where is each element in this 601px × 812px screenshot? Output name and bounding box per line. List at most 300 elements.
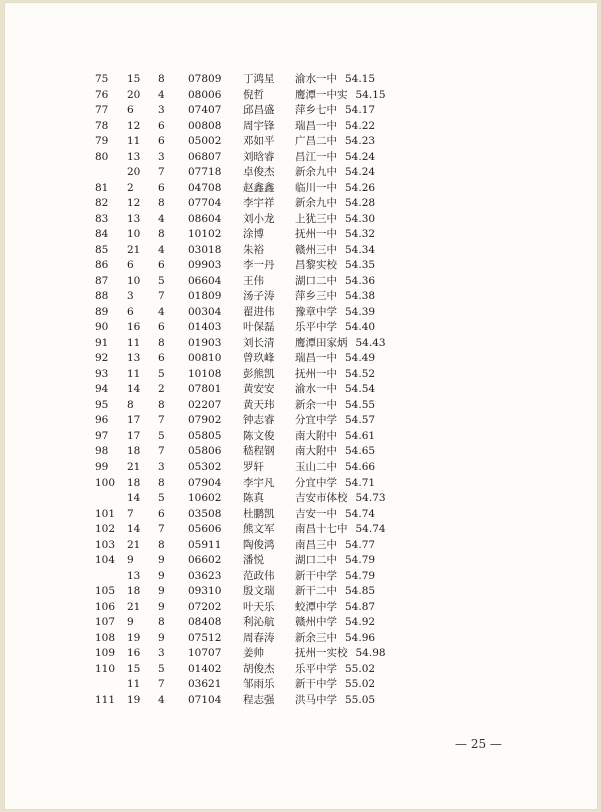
school-cell bbox=[295, 583, 375, 599]
group-cell: 14 bbox=[127, 523, 141, 536]
score-cell: 54.54 bbox=[345, 383, 376, 396]
school-cell bbox=[295, 661, 375, 677]
table-row bbox=[5, 226, 597, 242]
seat-cell: 8 bbox=[158, 336, 165, 349]
score-cell: 54.28 bbox=[345, 197, 376, 210]
student-name-cell: 涂博 bbox=[243, 228, 264, 241]
group-cell: 21 bbox=[127, 538, 141, 551]
exam-id-cell: 10108 bbox=[188, 367, 222, 380]
student-name-cell: 叶天乐 bbox=[243, 600, 275, 613]
student-name-cell: 丁鸿星 bbox=[243, 73, 275, 85]
exam-id-cell: 00304 bbox=[188, 305, 222, 318]
school-cell bbox=[295, 521, 386, 537]
school-name: 新余一中 bbox=[295, 398, 337, 411]
exam-id-cell: 08408 bbox=[188, 616, 222, 629]
score-cell: 54.26 bbox=[345, 181, 376, 194]
group-cell: 3 bbox=[127, 290, 134, 303]
rank-cell: 95 bbox=[95, 398, 109, 411]
rank-cell: 81 bbox=[95, 181, 109, 194]
group-cell: 11 bbox=[127, 367, 141, 380]
seat-cell: 5 bbox=[158, 429, 165, 442]
student-name-cell: 利沁航 bbox=[243, 616, 275, 629]
score-cell: 54.15 bbox=[345, 73, 376, 85]
school-name: 玉山二中 bbox=[295, 461, 337, 473]
exam-id-cell: 07704 bbox=[188, 197, 222, 210]
exam-id-cell: 07801 bbox=[188, 383, 222, 396]
table-row bbox=[5, 273, 597, 289]
score-cell: 54.32 bbox=[345, 228, 376, 241]
exam-id-cell: 07809 bbox=[188, 73, 222, 85]
score-cell: 54.57 bbox=[345, 414, 376, 427]
school-name: 洪马中学 bbox=[295, 693, 337, 706]
school-name: 瑞昌一中 bbox=[295, 119, 337, 132]
score-cell: 54.73 bbox=[355, 492, 386, 505]
rank-cell: 105 bbox=[95, 585, 116, 598]
school-name: 新余三中 bbox=[295, 631, 337, 644]
school-name: 萍乡七中 bbox=[295, 104, 337, 117]
score-cell: 54.24 bbox=[345, 150, 376, 163]
school-name: 赣州三中 bbox=[295, 243, 337, 256]
student-name-cell: 熊文军 bbox=[243, 523, 275, 536]
table-row bbox=[5, 645, 597, 661]
student-name-cell: 陈文俊 bbox=[243, 429, 275, 442]
rank-cell: 97 bbox=[95, 429, 109, 442]
rank-cell: 89 bbox=[95, 305, 109, 318]
group-cell: 10 bbox=[127, 274, 141, 287]
group-cell: 15 bbox=[127, 73, 141, 85]
rank-cell: 111 bbox=[95, 693, 116, 706]
seat-cell: 4 bbox=[158, 88, 165, 101]
exam-id-cell: 09903 bbox=[188, 259, 222, 272]
school-cell bbox=[295, 102, 375, 118]
table-row bbox=[5, 335, 597, 351]
seat-cell: 6 bbox=[158, 507, 165, 520]
table-row bbox=[5, 195, 597, 211]
student-name-cell: 王伟 bbox=[243, 274, 264, 287]
rank-cell: 107 bbox=[95, 616, 116, 629]
school-cell bbox=[295, 475, 375, 491]
seat-cell: 5 bbox=[158, 274, 165, 287]
seat-cell: 7 bbox=[158, 166, 165, 179]
student-name-cell: 邹雨乐 bbox=[243, 678, 275, 691]
exam-id-cell: 05002 bbox=[188, 135, 222, 148]
student-name-cell: 殷文瑞 bbox=[243, 585, 275, 598]
school-name: 南大附中 bbox=[295, 429, 337, 442]
school-cell bbox=[295, 459, 375, 475]
score-cell: 54.17 bbox=[345, 104, 376, 117]
school-cell bbox=[295, 381, 375, 397]
school-name: 抚州一实校 bbox=[295, 647, 348, 660]
table-row bbox=[5, 350, 597, 366]
school-name: 昌黎实校 bbox=[295, 259, 337, 272]
school-cell bbox=[295, 242, 375, 258]
seat-cell: 3 bbox=[158, 104, 165, 117]
table-row bbox=[5, 521, 597, 537]
document-page bbox=[5, 3, 597, 809]
score-cell: 55.05 bbox=[345, 693, 376, 706]
table-row bbox=[5, 443, 597, 459]
school-cell bbox=[295, 335, 386, 351]
seat-cell: 8 bbox=[158, 197, 165, 210]
school-cell bbox=[295, 599, 375, 615]
group-cell: 12 bbox=[127, 197, 141, 210]
seat-cell: 6 bbox=[158, 135, 165, 148]
student-name-cell: 陶俊鸿 bbox=[243, 538, 275, 551]
rank-cell: 80 bbox=[95, 150, 109, 163]
school-cell bbox=[295, 71, 375, 87]
group-cell: 18 bbox=[127, 476, 141, 489]
exam-id-cell: 03018 bbox=[188, 243, 222, 256]
table-row bbox=[5, 692, 597, 708]
group-cell: 2 bbox=[127, 181, 134, 194]
seat-cell: 7 bbox=[158, 414, 165, 427]
exam-id-cell: 08006 bbox=[188, 88, 222, 101]
group-cell: 18 bbox=[127, 585, 141, 598]
exam-id-cell: 03508 bbox=[188, 507, 222, 520]
student-name-cell: 姜帅 bbox=[243, 647, 264, 660]
school-cell bbox=[295, 149, 375, 165]
score-cell: 54.22 bbox=[345, 119, 376, 132]
group-cell: 18 bbox=[127, 445, 141, 458]
group-cell: 8 bbox=[127, 398, 134, 411]
group-cell: 11 bbox=[127, 336, 141, 349]
seat-cell: 3 bbox=[158, 461, 165, 473]
exam-id-cell: 01903 bbox=[188, 336, 222, 349]
seat-cell: 8 bbox=[158, 538, 165, 551]
table-row bbox=[5, 614, 597, 630]
score-cell: 54.79 bbox=[345, 569, 376, 582]
exam-id-cell: 00808 bbox=[188, 119, 222, 132]
school-name: 广昌二中 bbox=[295, 135, 337, 148]
rank-cell: 106 bbox=[95, 600, 116, 613]
group-cell: 13 bbox=[127, 569, 141, 582]
group-cell: 11 bbox=[127, 135, 141, 148]
school-cell bbox=[295, 614, 375, 630]
student-name-cell: 刘小龙 bbox=[243, 212, 275, 225]
group-cell: 19 bbox=[127, 693, 141, 706]
table-row bbox=[5, 459, 597, 475]
student-name-cell: 赵鑫鑫 bbox=[243, 181, 275, 194]
seat-cell: 7 bbox=[158, 445, 165, 458]
table-row bbox=[5, 366, 597, 382]
school-name: 分宜中学 bbox=[295, 414, 337, 427]
exam-id-cell: 05606 bbox=[188, 523, 222, 536]
score-cell: 54.77 bbox=[345, 538, 376, 551]
score-cell: 54.43 bbox=[355, 336, 386, 349]
table-row bbox=[5, 319, 597, 335]
table-row bbox=[5, 412, 597, 428]
school-name: 萍乡三中 bbox=[295, 290, 337, 303]
score-cell: 54.38 bbox=[345, 290, 376, 303]
group-cell: 11 bbox=[127, 678, 141, 691]
student-name-cell: 钟志睿 bbox=[243, 414, 275, 427]
group-cell: 21 bbox=[127, 461, 141, 473]
table-row bbox=[5, 568, 597, 584]
exam-id-cell: 03623 bbox=[188, 569, 222, 582]
student-name-cell: 嵇程钢 bbox=[243, 445, 275, 458]
table-row bbox=[5, 599, 597, 615]
rank-cell: 108 bbox=[95, 631, 116, 644]
rank-cell: 90 bbox=[95, 321, 109, 334]
student-name-cell: 李一丹 bbox=[243, 259, 275, 272]
exam-id-cell: 07512 bbox=[188, 631, 222, 644]
seat-cell: 9 bbox=[158, 631, 165, 644]
school-name: 湖口二中 bbox=[295, 554, 337, 567]
school-cell bbox=[295, 412, 375, 428]
school-cell bbox=[295, 273, 375, 289]
group-cell: 20 bbox=[127, 166, 141, 179]
rank-cell: 87 bbox=[95, 274, 109, 287]
exam-id-cell: 10602 bbox=[188, 492, 222, 505]
seat-cell: 9 bbox=[158, 569, 165, 582]
group-cell: 10 bbox=[127, 228, 141, 241]
school-name: 鹰潭田家炳 bbox=[295, 336, 348, 349]
seat-cell: 5 bbox=[158, 367, 165, 380]
school-name: 新干中学 bbox=[295, 569, 337, 582]
exam-id-cell: 03621 bbox=[188, 678, 222, 691]
rank-cell: 98 bbox=[95, 445, 109, 458]
group-cell: 7 bbox=[127, 507, 134, 520]
rank-cell: 85 bbox=[95, 243, 109, 256]
exam-id-cell: 10707 bbox=[188, 647, 222, 660]
school-cell bbox=[295, 443, 375, 459]
exam-id-cell: 08604 bbox=[188, 212, 222, 225]
score-cell: 54.85 bbox=[345, 585, 376, 598]
table-row bbox=[5, 164, 597, 180]
rank-cell: 88 bbox=[95, 290, 109, 303]
seat-cell: 4 bbox=[158, 693, 165, 706]
school-cell bbox=[295, 676, 375, 692]
table-row bbox=[5, 397, 597, 413]
student-name-cell: 朱裕 bbox=[243, 243, 264, 256]
student-name-cell: 汤子涛 bbox=[243, 290, 275, 303]
group-cell: 17 bbox=[127, 429, 141, 442]
group-cell: 21 bbox=[127, 243, 141, 256]
score-cell: 54.74 bbox=[345, 507, 376, 520]
exam-id-cell: 05805 bbox=[188, 429, 222, 442]
school-name: 赣州中学 bbox=[295, 616, 337, 629]
seat-cell: 8 bbox=[158, 228, 165, 241]
student-name-cell: 叶保磊 bbox=[243, 321, 275, 334]
score-cell: 54.71 bbox=[345, 476, 376, 489]
student-name-cell: 黄安安 bbox=[243, 383, 275, 396]
exam-id-cell: 02207 bbox=[188, 398, 222, 411]
school-name: 南大附中 bbox=[295, 445, 337, 458]
rank-cell: 93 bbox=[95, 367, 109, 380]
group-cell: 20 bbox=[127, 88, 141, 101]
rank-cell: 82 bbox=[95, 197, 109, 210]
school-cell bbox=[295, 552, 375, 568]
table-row bbox=[5, 304, 597, 320]
seat-cell: 6 bbox=[158, 321, 165, 334]
seat-cell: 6 bbox=[158, 259, 165, 272]
rank-cell: 102 bbox=[95, 523, 116, 536]
score-cell: 54.49 bbox=[345, 352, 376, 365]
seat-cell: 4 bbox=[158, 243, 165, 256]
exam-id-cell: 06807 bbox=[188, 150, 222, 163]
student-name-cell: 罗轩 bbox=[243, 461, 264, 473]
school-name: 上犹三中 bbox=[295, 212, 337, 225]
seat-cell: 9 bbox=[158, 600, 165, 613]
school-cell bbox=[295, 428, 375, 444]
score-cell: 54.34 bbox=[345, 243, 376, 256]
student-name-cell: 潘悦 bbox=[243, 554, 264, 567]
school-cell bbox=[295, 304, 375, 320]
score-cell: 54.24 bbox=[345, 166, 376, 179]
student-name-cell: 程志强 bbox=[243, 693, 275, 706]
school-name: 渝水一中 bbox=[295, 383, 337, 396]
table-row bbox=[5, 257, 597, 273]
exam-id-cell: 05806 bbox=[188, 445, 222, 458]
exam-id-cell: 00810 bbox=[188, 352, 222, 365]
group-cell: 6 bbox=[127, 259, 134, 272]
score-cell: 54.30 bbox=[345, 212, 376, 225]
table-row bbox=[5, 381, 597, 397]
table-row bbox=[5, 552, 597, 568]
group-cell: 13 bbox=[127, 212, 141, 225]
score-cell: 54.15 bbox=[355, 88, 386, 101]
student-name-cell: 曾玖峰 bbox=[243, 352, 275, 365]
school-name: 新干中学 bbox=[295, 678, 337, 691]
group-cell: 15 bbox=[127, 662, 141, 675]
seat-cell: 5 bbox=[158, 662, 165, 675]
score-cell: 55.02 bbox=[345, 662, 376, 675]
exam-id-cell: 07202 bbox=[188, 600, 222, 613]
exam-id-cell: 06602 bbox=[188, 554, 222, 567]
score-cell: 54.61 bbox=[345, 429, 376, 442]
student-name-cell: 刘晗睿 bbox=[243, 150, 275, 163]
school-cell bbox=[295, 211, 375, 227]
rank-cell: 99 bbox=[95, 461, 109, 473]
exam-id-cell: 01402 bbox=[188, 662, 222, 675]
seat-cell: 2 bbox=[158, 383, 165, 396]
table-row bbox=[5, 180, 597, 196]
school-cell bbox=[295, 568, 375, 584]
school-cell bbox=[295, 350, 375, 366]
school-cell bbox=[295, 180, 375, 196]
student-name-cell: 周宇锋 bbox=[243, 119, 275, 132]
score-cell: 54.92 bbox=[345, 616, 376, 629]
seat-cell: 4 bbox=[158, 212, 165, 225]
rank-cell: 77 bbox=[95, 104, 109, 117]
student-name-cell: 胡俊杰 bbox=[243, 662, 275, 675]
table-row bbox=[5, 661, 597, 677]
school-name: 新余九中 bbox=[295, 166, 337, 179]
exam-id-cell: 04708 bbox=[188, 181, 222, 194]
exam-id-cell: 10102 bbox=[188, 228, 222, 241]
school-name: 豫章中学 bbox=[295, 305, 337, 318]
rank-cell: 109 bbox=[95, 647, 116, 660]
student-name-cell: 李宇祥 bbox=[243, 197, 275, 210]
seat-cell: 8 bbox=[158, 616, 165, 629]
rank-cell: 86 bbox=[95, 259, 109, 272]
student-name-cell: 邓如平 bbox=[243, 135, 275, 148]
score-cell: 54.65 bbox=[345, 445, 376, 458]
school-name: 鹰潭一中实 bbox=[295, 88, 348, 101]
table-row bbox=[5, 490, 597, 506]
school-cell bbox=[295, 226, 375, 242]
rank-cell: 78 bbox=[95, 119, 109, 132]
score-cell: 54.23 bbox=[345, 135, 376, 148]
exam-id-cell: 01403 bbox=[188, 321, 222, 334]
school-cell bbox=[295, 87, 386, 103]
rank-cell: 76 bbox=[95, 88, 109, 101]
group-cell: 13 bbox=[127, 150, 141, 163]
student-name-cell: 倪哲 bbox=[243, 88, 264, 101]
group-cell: 12 bbox=[127, 119, 141, 132]
school-cell bbox=[295, 630, 375, 646]
exam-id-cell: 06604 bbox=[188, 274, 222, 287]
seat-cell: 3 bbox=[158, 647, 165, 660]
school-name: 吉安市体校 bbox=[295, 492, 348, 505]
table-row bbox=[5, 630, 597, 646]
table-row bbox=[5, 288, 597, 304]
school-name: 临川一中 bbox=[295, 181, 337, 194]
table-row bbox=[5, 583, 597, 599]
group-cell: 14 bbox=[127, 492, 141, 505]
school-cell bbox=[295, 195, 375, 211]
school-name: 昌江一中 bbox=[295, 150, 337, 163]
rank-cell: 92 bbox=[95, 352, 109, 365]
score-cell: 54.55 bbox=[345, 398, 376, 411]
rank-cell: 91 bbox=[95, 336, 109, 349]
school-name: 南昌三中 bbox=[295, 538, 337, 551]
group-cell: 16 bbox=[127, 321, 141, 334]
seat-cell: 5 bbox=[158, 492, 165, 505]
student-name-cell: 刘长清 bbox=[243, 336, 275, 349]
student-name-cell: 杜鹏凯 bbox=[243, 507, 275, 520]
seat-cell: 4 bbox=[158, 305, 165, 318]
exam-id-cell: 09310 bbox=[188, 585, 222, 598]
school-cell bbox=[295, 506, 375, 522]
score-cell: 54.36 bbox=[345, 274, 376, 287]
score-cell: 54.39 bbox=[345, 305, 376, 318]
exam-id-cell: 07718 bbox=[188, 166, 222, 179]
seat-cell: 8 bbox=[158, 73, 165, 85]
school-cell bbox=[295, 692, 375, 708]
school-cell bbox=[295, 366, 375, 382]
rank-cell: 84 bbox=[95, 228, 109, 241]
score-cell: 54.74 bbox=[355, 523, 386, 536]
seat-cell: 6 bbox=[158, 181, 165, 194]
school-name: 乐平中学 bbox=[295, 321, 337, 334]
student-name-cell: 范政伟 bbox=[243, 569, 275, 582]
score-cell: 54.35 bbox=[345, 259, 376, 272]
school-name: 新余九中 bbox=[295, 197, 337, 210]
group-cell: 6 bbox=[127, 104, 134, 117]
table-row bbox=[5, 71, 597, 87]
school-cell bbox=[295, 164, 375, 180]
score-cell: 54.66 bbox=[345, 461, 376, 473]
table-row bbox=[5, 211, 597, 227]
rank-cell: 83 bbox=[95, 212, 109, 225]
group-cell: 13 bbox=[127, 352, 141, 365]
school-name: 渝水一中 bbox=[295, 73, 337, 85]
table-row bbox=[5, 149, 597, 165]
table-row bbox=[5, 428, 597, 444]
seat-cell: 6 bbox=[158, 119, 165, 132]
student-name-cell: 彭熊凯 bbox=[243, 367, 275, 380]
rank-cell: 101 bbox=[95, 507, 116, 520]
seat-cell: 3 bbox=[158, 150, 165, 163]
group-cell: 17 bbox=[127, 414, 141, 427]
group-cell: 14 bbox=[127, 383, 141, 396]
student-name-cell: 邱昌盛 bbox=[243, 104, 275, 117]
table-row bbox=[5, 242, 597, 258]
seat-cell: 8 bbox=[158, 476, 165, 489]
group-cell: 6 bbox=[127, 305, 134, 318]
school-name: 南昌十七中 bbox=[295, 523, 348, 536]
